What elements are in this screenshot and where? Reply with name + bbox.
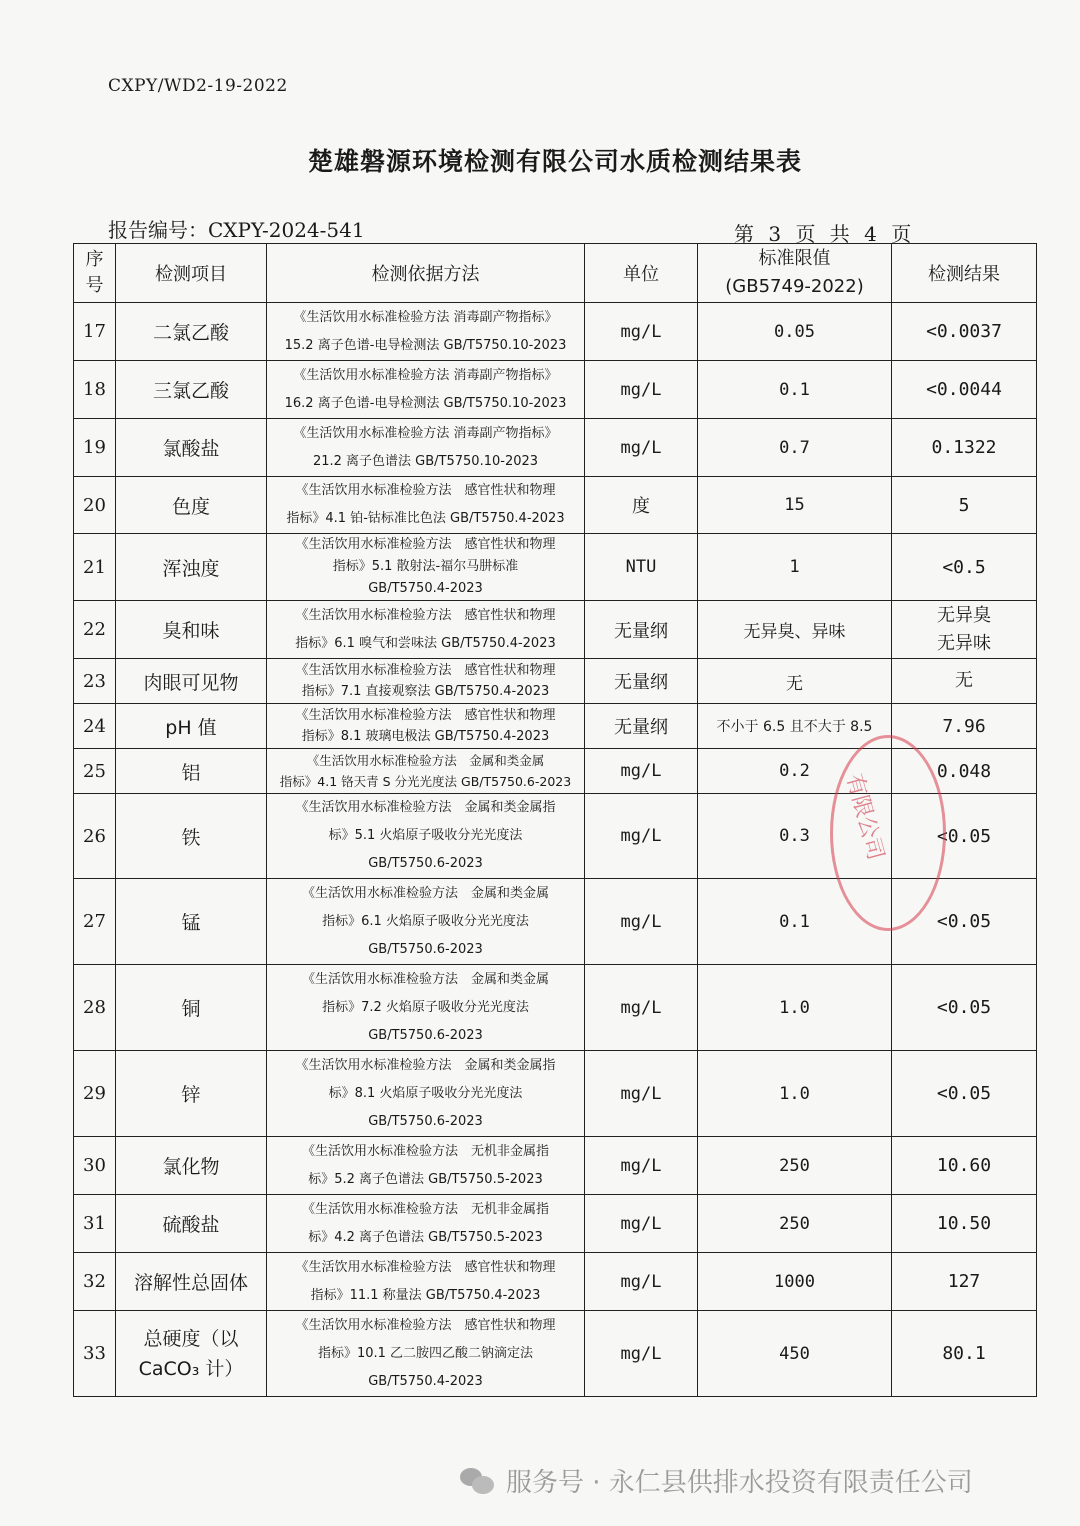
- table-row: [74, 659, 1037, 704]
- item-line: 总硬度（以: [143, 1327, 239, 1350]
- row-seq: 27: [74, 879, 116, 965]
- wechat-icon: [460, 1466, 496, 1496]
- header-seq-label: 序号: [85, 249, 104, 296]
- method-line: 标》5.1 火焰原子吸收分光光度法: [328, 828, 523, 843]
- row-seq: 20: [74, 477, 116, 534]
- method-line: GB/T5750.6-2023: [368, 856, 483, 871]
- method-line: 《生活饮用水标准检验方法 感官性状和物理: [295, 1259, 556, 1275]
- row-unit: mg/L: [585, 879, 698, 965]
- row-limit: 1.0: [698, 965, 892, 1051]
- row-item: pH 值: [116, 704, 267, 749]
- table-row: [74, 361, 1037, 419]
- method-line: 标》5.2 离子色谱法 GB/T5750.5-2023: [308, 1171, 543, 1187]
- row-unit: 无量纲: [585, 601, 698, 659]
- row-result: 80.1: [892, 1311, 1037, 1397]
- row-seq: 21: [74, 534, 116, 601]
- method-line: GB/T5750.6-2023: [368, 1113, 483, 1129]
- row-seq: 23: [74, 659, 116, 704]
- table-row: [74, 704, 1037, 749]
- method-line: 《生活饮用水标准检验方法 无机非金属指: [301, 1201, 549, 1217]
- method-line: 《生活饮用水标准检验方法 金属和类金属: [306, 753, 545, 768]
- method-line: 《生活饮用水标准检验方法 消毒副产物指标》: [293, 425, 558, 441]
- row-result: <0.0037: [892, 303, 1037, 361]
- page-info: 第 3 页 共 4 页: [734, 222, 912, 246]
- row-result: <0.05: [892, 879, 1037, 965]
- row-limit: 1000: [698, 1253, 892, 1311]
- document-code: CXPY/WD2-19-2022: [108, 76, 288, 96]
- row-limit: 0.7: [698, 419, 892, 477]
- row-method: [267, 879, 585, 965]
- row-result: 10.50: [892, 1195, 1037, 1253]
- footer-text: 服务号 · 永仁县供排水投资有限责任公司: [506, 1468, 973, 1498]
- row-limit: 0.3: [698, 794, 892, 879]
- row-unit: mg/L: [585, 303, 698, 361]
- report-number: 报告编号：CXPY-2024-541: [108, 218, 365, 242]
- header-limit-label: 标准限值: [758, 248, 831, 269]
- table-row: [74, 1311, 1037, 1397]
- row-limit: 0.1: [698, 879, 892, 965]
- row-limit: 15: [698, 477, 892, 534]
- table-row: [74, 534, 1037, 601]
- row-limit: 0.05: [698, 303, 892, 361]
- company-seal-text: 有限公司: [841, 771, 888, 863]
- row-unit: 无量纲: [585, 659, 698, 704]
- row-item: 肉眼可见物: [116, 659, 267, 704]
- row-unit: 度: [585, 477, 698, 534]
- row-item: 色度: [116, 477, 267, 534]
- header-row: [74, 244, 1037, 303]
- row-method: [267, 477, 585, 534]
- row-limit: 250: [698, 1137, 892, 1195]
- table-row: [74, 965, 1037, 1051]
- table-row: [74, 879, 1037, 965]
- row-item: 氯酸盐: [116, 419, 267, 477]
- row-method: [267, 1253, 585, 1311]
- row-unit: mg/L: [585, 361, 698, 419]
- row-item: 浑浊度: [116, 534, 267, 601]
- row-item: 铝: [116, 749, 267, 794]
- method-line: 《生活饮用水标准检验方法 金属和类金属: [301, 885, 549, 901]
- method-line: 《生活饮用水标准检验方法 感官性状和物理: [295, 537, 556, 552]
- row-seq: 24: [74, 704, 116, 749]
- row-item: 二氯乙酸: [116, 303, 267, 361]
- row-result: <0.0044: [892, 361, 1037, 419]
- table-row: [74, 1137, 1037, 1195]
- method-line: 指标》4.1 铬天青 S 分光光度法 GB/T5750.6-2023: [279, 774, 572, 789]
- row-seq: 28: [74, 965, 116, 1051]
- row-method: [267, 659, 585, 704]
- row-seq: 32: [74, 1253, 116, 1311]
- row-seq: 25: [74, 749, 116, 794]
- table-row: [74, 1253, 1037, 1311]
- row-method: [267, 361, 585, 419]
- row-item: 铜: [116, 965, 267, 1051]
- row-limit: 250: [698, 1195, 892, 1253]
- method-line: 《生活饮用水标准检验方法 感官性状和物理: [295, 1317, 556, 1333]
- row-limit: 不小于 6.5 且不大于 8.5: [698, 704, 892, 749]
- method-line: 指标》11.1 称量法 GB/T5750.4-2023: [310, 1287, 541, 1303]
- row-unit: mg/L: [585, 1051, 698, 1137]
- row-item: 锰: [116, 879, 267, 965]
- row-method: [267, 303, 585, 361]
- result-line: 无异臭: [937, 604, 991, 626]
- row-unit: mg/L: [585, 749, 698, 794]
- row-method: [267, 1195, 585, 1253]
- table-row: [74, 303, 1037, 361]
- row-unit: 无量纲: [585, 704, 698, 749]
- table-row: [74, 1195, 1037, 1253]
- method-line: 《生活饮用水标准检验方法 感官性状和物理: [295, 607, 556, 623]
- row-seq: 19: [74, 419, 116, 477]
- header-unit: 单位: [585, 244, 698, 303]
- row-result: 5: [892, 477, 1037, 534]
- row-seq: 17: [74, 303, 116, 361]
- method-line: 《生活饮用水标准检验方法 金属和类金属指: [295, 1057, 556, 1073]
- row-result: 0.1322: [892, 419, 1037, 477]
- row-item: 溶解性总固体: [116, 1253, 267, 1311]
- method-line: 《生活饮用水标准检验方法 金属和类金属: [301, 971, 549, 987]
- row-result: <0.05: [892, 965, 1037, 1051]
- row-unit: mg/L: [585, 794, 698, 879]
- row-result: <0.05: [892, 1051, 1037, 1137]
- row-seq: 31: [74, 1195, 116, 1253]
- row-limit: 无: [698, 659, 892, 704]
- row-limit: 450: [698, 1311, 892, 1397]
- row-method: [267, 534, 585, 601]
- row-result: <0.05: [892, 794, 1037, 879]
- method-line: GB/T5750.4-2023: [368, 1373, 483, 1389]
- row-limit: 0.1: [698, 361, 892, 419]
- method-line: 16.2 离子色谱-电导检测法 GB/T5750.10-2023: [284, 395, 567, 411]
- header-limit: [698, 244, 892, 303]
- row-result: 无: [892, 659, 1037, 704]
- page-title: 楚雄磐源环境检测有限公司水质检测结果表: [307, 147, 802, 176]
- row-unit: NTU: [585, 534, 698, 601]
- header-limit-std: (GB5749-2022): [725, 276, 864, 297]
- row-seq: 18: [74, 361, 116, 419]
- method-line: 标》4.2 离子色谱法 GB/T5750.5-2023: [308, 1229, 543, 1245]
- row-item: 氯化物: [116, 1137, 267, 1195]
- method-line: 《生活饮用水标准检验方法 感官性状和物理: [295, 708, 556, 723]
- method-line: 指标》10.1 乙二胺四乙酸二钠滴定法: [317, 1345, 534, 1361]
- row-unit: mg/L: [585, 1195, 698, 1253]
- row-unit: mg/L: [585, 1253, 698, 1311]
- row-seq: 30: [74, 1137, 116, 1195]
- method-line: 15.2 离子色谱-电导检测法 GB/T5750.10-2023: [284, 337, 567, 353]
- method-line: 指标》6.1 嗅气和尝味法 GB/T5750.4-2023: [295, 635, 556, 651]
- method-line: 《生活饮用水标准检验方法 感官性状和物理: [295, 663, 556, 678]
- method-line: 标》8.1 火焰原子吸收分光光度法: [328, 1085, 523, 1101]
- result-line: 无异味: [937, 632, 991, 654]
- method-line: 《生活饮用水标准检验方法 无机非金属指: [301, 1143, 549, 1159]
- row-unit: mg/L: [585, 965, 698, 1051]
- row-seq: 26: [74, 794, 116, 879]
- header-method: 检测依据方法: [267, 244, 585, 303]
- method-line: 指标》7.2 火焰原子吸收分光光度法: [322, 999, 529, 1015]
- row-limit: 无异臭、异味: [698, 601, 892, 659]
- method-line: 《生活饮用水标准检验方法 消毒副产物指标》: [293, 309, 558, 325]
- row-item: 臭和味: [116, 601, 267, 659]
- method-line: 21.2 离子色谱法 GB/T5750.10-2023: [312, 453, 539, 469]
- row-result: 7.96: [892, 704, 1037, 749]
- row-method: [267, 965, 585, 1051]
- header-seq: [74, 244, 116, 303]
- row-item: 锌: [116, 1051, 267, 1137]
- row-method: [267, 704, 585, 749]
- method-line: 《生活饮用水标准检验方法 金属和类金属指: [295, 800, 556, 815]
- table-row: [74, 601, 1037, 659]
- row-limit: 0.2: [698, 749, 892, 794]
- method-line: 指标》7.1 直接观察法 GB/T5750.4-2023: [301, 684, 550, 699]
- row-item: 硫酸盐: [116, 1195, 267, 1253]
- table-row: [74, 477, 1037, 534]
- header-result: 检测结果: [892, 244, 1037, 303]
- row-method: [267, 794, 585, 879]
- row-seq: 33: [74, 1311, 116, 1397]
- row-result: 10.60: [892, 1137, 1037, 1195]
- row-unit: mg/L: [585, 419, 698, 477]
- method-line: GB/T5750.6-2023: [368, 941, 483, 957]
- row-item: 铁: [116, 794, 267, 879]
- row-method: [267, 1311, 585, 1397]
- row-item: 三氯乙酸: [116, 361, 267, 419]
- results-table: [73, 243, 1037, 1397]
- row-limit: 1.0: [698, 1051, 892, 1137]
- method-line: GB/T5750.6-2023: [368, 1027, 483, 1043]
- row-result: <0.5: [892, 534, 1037, 601]
- row-method: [267, 601, 585, 659]
- row-method: [267, 749, 585, 794]
- footer-watermark: [460, 1462, 973, 1499]
- method-line: 指标》5.1 散射法-福尔马肼标准: [332, 559, 519, 574]
- row-seq: 29: [74, 1051, 116, 1137]
- row-method: [267, 1137, 585, 1195]
- table-row: [74, 1051, 1037, 1137]
- row-method: [267, 1051, 585, 1137]
- row-seq: 22: [74, 601, 116, 659]
- row-result: 0.048: [892, 749, 1037, 794]
- header-item: 检测项目: [116, 244, 267, 303]
- row-limit: 1: [698, 534, 892, 601]
- table-row: [74, 419, 1037, 477]
- method-line: 指标》6.1 火焰原子吸收分光光度法: [322, 913, 529, 929]
- item-line: CaCO₃ 计）: [138, 1357, 244, 1380]
- row-unit: mg/L: [585, 1137, 698, 1195]
- method-line: GB/T5750.4-2023: [368, 581, 483, 596]
- table-row: [74, 749, 1037, 794]
- table-row: [74, 794, 1037, 879]
- row-item: [116, 1311, 267, 1397]
- row-unit: mg/L: [585, 1311, 698, 1397]
- row-method: [267, 419, 585, 477]
- method-line: 指标》4.1 铂-钴标准比色法 GB/T5750.4-2023: [286, 511, 565, 526]
- method-line: 指标》8.1 玻璃电极法 GB/T5750.4-2023: [301, 729, 550, 744]
- method-line: 《生活饮用水标准检验方法 消毒副产物指标》: [293, 367, 558, 383]
- row-result: [892, 601, 1037, 659]
- row-result: 127: [892, 1253, 1037, 1311]
- method-line: 《生活饮用水标准检验方法 感官性状和物理: [295, 483, 556, 498]
